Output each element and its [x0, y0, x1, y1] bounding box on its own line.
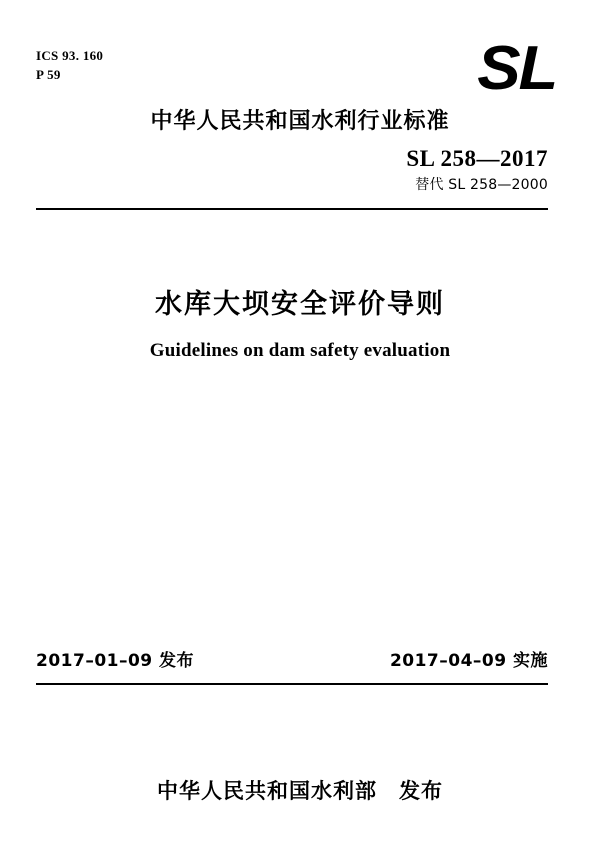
sl-logo: SL [477, 34, 556, 103]
document-title-english: Guidelines on dam safety evaluation [149, 340, 451, 361]
ics-number: ICS 93. 160 [36, 48, 104, 63]
issue-date: 2017–01–09 发布 [36, 651, 195, 671]
document-title-chinese: 水库大坝安全评价导则 [155, 289, 445, 320]
cover-header [36, 34, 564, 112]
dates-row [36, 646, 548, 671]
publisher-line: 中华人民共和国水利部 发布 [157, 779, 443, 803]
divider-top [36, 208, 548, 210]
issuing-organization-line: 中华人民共和国水利行业标准 [150, 109, 450, 134]
effective-date: 2017–04–09 实施 [389, 651, 548, 671]
classification-code: P 59 [36, 67, 61, 82]
divider-bottom [36, 683, 548, 685]
ics-classification-block [36, 46, 103, 84]
standard-code: SL 258—2017 [406, 146, 548, 171]
standard-replaces: 替代 SL 258—2000 [415, 177, 548, 193]
